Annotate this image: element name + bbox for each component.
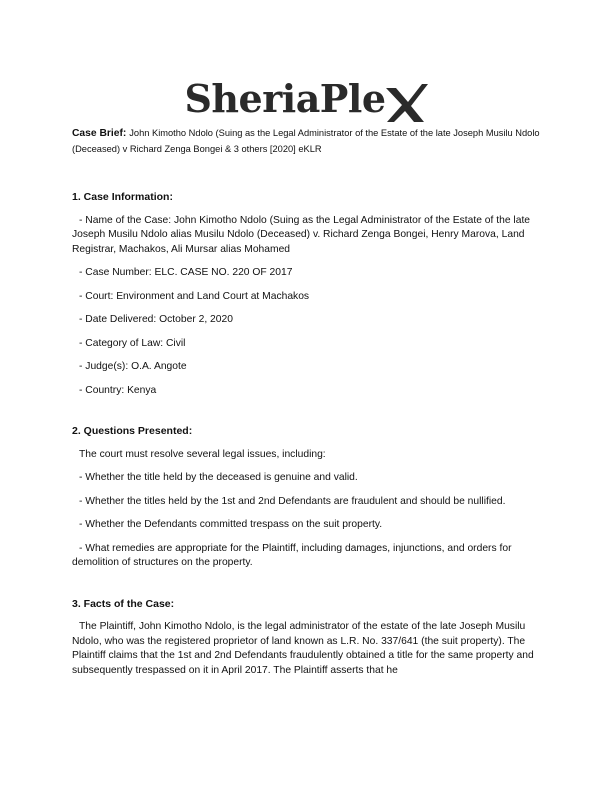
question-item: - Whether the title held by the deceased is genuine and valid.	[79, 472, 358, 483]
questions-intro: The court must resolve several legal issues, including:	[79, 448, 326, 460]
court-item: - Court: Environment and Land Court at Machakos	[79, 290, 310, 302]
case-number-item: - Case Number: ELC. CASE NO. 220 OF 2017	[79, 267, 293, 278]
question-item: - Whether the Defendants committed trespass on the suit property.	[79, 519, 383, 530]
logo-wordmark: SheriaPle	[184, 76, 386, 121]
category-item: - Category of Law: Civil	[79, 337, 186, 349]
document-body	[72, 126, 542, 678]
logo-x-icon	[384, 72, 428, 126]
case-brief	[72, 126, 542, 157]
judges-item: - Judge(s): O.A. Angote	[79, 361, 187, 372]
section-questions-heading: 2. Questions Presented:	[72, 425, 193, 437]
case-brief-title: John Kimotho Ndolo (Suing as the Legal Administrator of the Estate of the late Joseph Musilu Ndolo (Deceased) v Richard Zenga Bongei & 3 others [2020] eKLR	[72, 128, 540, 154]
case-brief-label: Case Brief:	[72, 128, 127, 139]
country-item: - Country: Kenya	[79, 384, 157, 396]
question-item: - What remedies are appropriate for the Plaintiff, including damages, injunctions, and orders for demolition of structures on the property.	[72, 542, 512, 568]
case-name-item: - Name of the Case: John Kimotho Ndolo (Suing as the Legal Administrator of the Estate of the late Joseph Musilu Ndolo alias Musilu Ndolo (Deceased) v. Richard Zenga Bongei, Henry Marova, Land Registrar, Machakos, Ali Mursar alias Mohamed	[72, 214, 531, 255]
section-case-information-heading: 1. Case Information:	[72, 191, 173, 203]
sheriaplex-logo	[0, 72, 612, 126]
facts-paragraph: The Plaintiff, John Kimotho Ndolo, is the legal administrator of the estate of the late Joseph Musilu Ndolo, who was the registered proprietor of land known as L.R. No. 337/641 (the suit property). The Plaintiff claims that the 1st and 2nd Defendants fraudulently obtained a title for the same property and subsequently trespassed on it in April 2017. The Plaintiff asserts that he	[72, 621, 534, 676]
section-facts-heading: 3. Facts of the Case:	[72, 597, 175, 610]
date-delivered-item: - Date Delivered: October 2, 2020	[79, 314, 233, 325]
question-item: - Whether the titles held by the 1st and 2nd Defendants are fraudulent and should be nullified.	[79, 495, 506, 507]
